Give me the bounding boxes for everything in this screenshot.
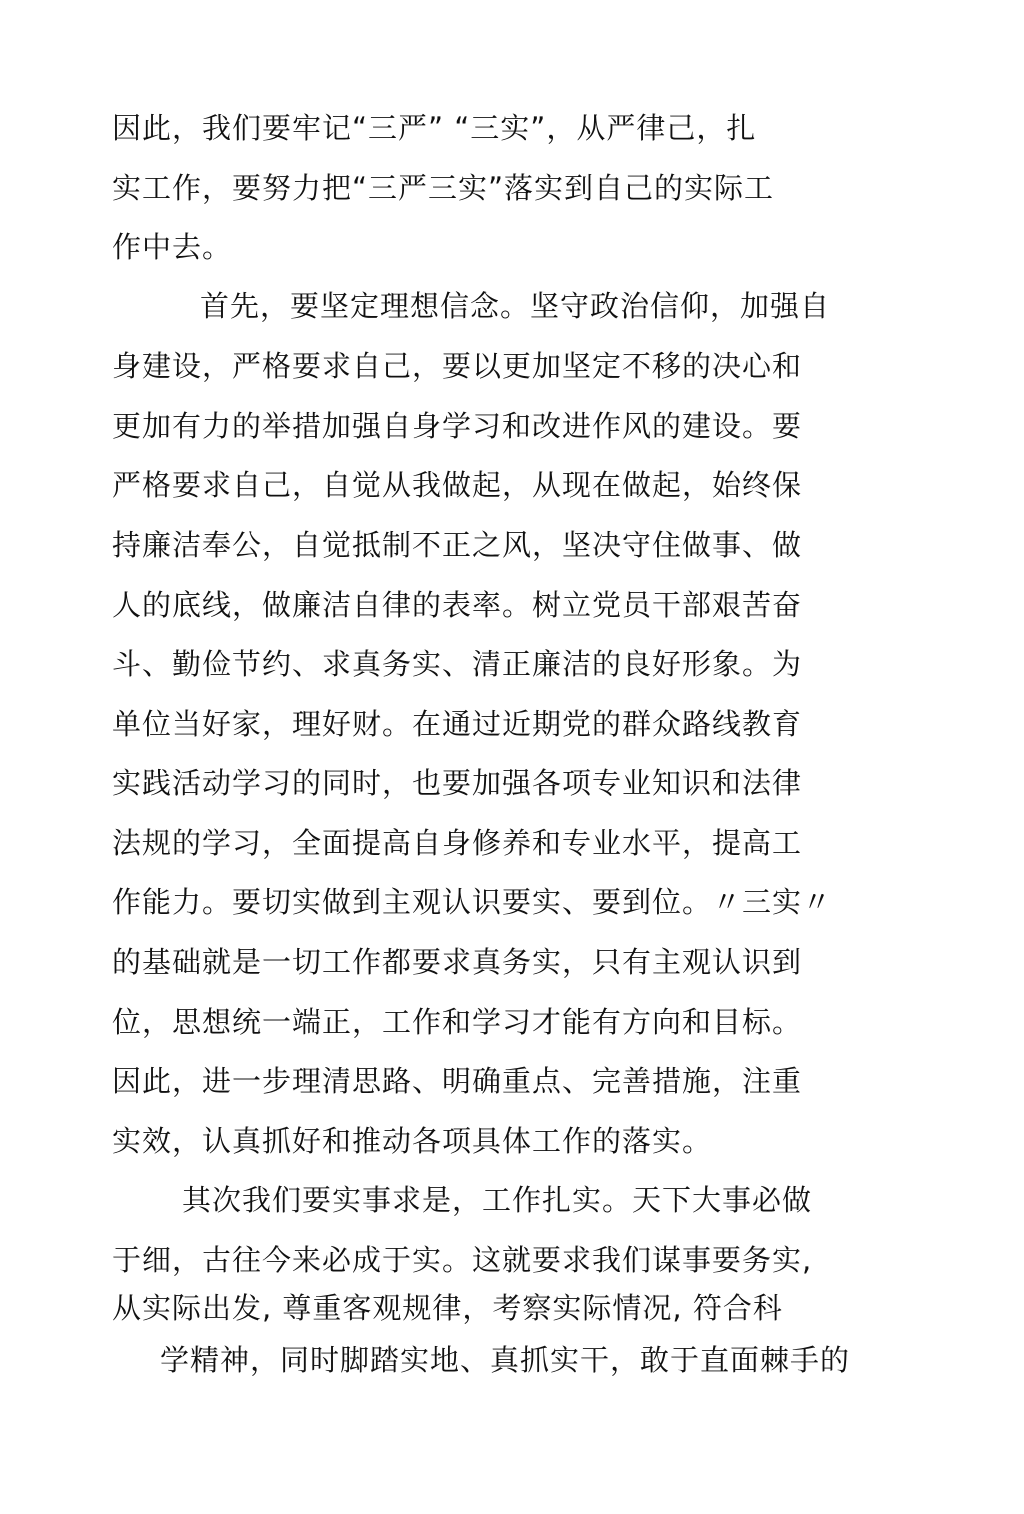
text-line-21: 从实际出发, 尊重客观规律，考察实际情况, 符合科: [112, 1291, 783, 1325]
text-line-7: 严格要求自己，自觉从我做起，从现在做起，始终保: [112, 468, 803, 502]
text-line-22: 学精神，同时脚踏实地、真抓实干，敢于直面棘手的: [160, 1343, 851, 1377]
text-line-6: 更加有力的举措加强自身学习和改进作风的建设。要: [112, 409, 803, 443]
text-line-2: 实工作，要努力把“三严三实”落实到自己的实际工: [112, 171, 775, 205]
text-line-4: 首先，要坚定理想信念。坚守政治信仰，加强自: [200, 289, 831, 323]
text-line-17: 因此，进一步理清思路、明确重点、完善措施，注重: [112, 1064, 803, 1098]
text-line-14: 作能力。要切实做到主观认识要实、要到位。〃三实〃: [112, 885, 833, 919]
text-line-15: 的基础就是一切工作都要求真务实，只有主观认识到: [112, 945, 803, 979]
text-line-9: 人的底线，做廉洁自律的表率。树立党员干部艰苦奋: [112, 588, 803, 622]
text-line-19: 其次我们要实事求是，工作扎实。天下大事必做: [182, 1183, 813, 1217]
text-line-11: 单位当好家，理好财。在通过近期党的群众路线教育: [112, 707, 803, 741]
text-line-8: 持廉洁奉公，自觉抵制不正之风，坚决守住做事、做: [112, 528, 803, 562]
text-line-10: 斗、勤俭节约、求真务实、清正廉洁的良好形象。为: [112, 647, 803, 681]
text-line-13: 法规的学习，全面提高自身修养和专业水平，提高工: [112, 826, 803, 860]
text-line-18: 实效，认真抓好和推动各项具体工作的落实。: [112, 1124, 713, 1158]
text-line-16: 位，思想统一端正，工作和学习才能有方向和目标。: [112, 1005, 803, 1039]
text-line-20: 于细，古往今来必成于实。这就要求我们谋事要务实,: [112, 1243, 813, 1277]
text-line-12: 实践活动学习的同时，也要加强各项专业知识和法律: [112, 766, 803, 800]
text-line-3: 作中去。: [112, 230, 233, 264]
text-line-1: 因此，我们要牢记“三严” “三实”，从严律己，扎: [112, 111, 757, 145]
text-line-5: 身建设，严格要求自己，要以更加坚定不移的决心和: [112, 349, 803, 383]
